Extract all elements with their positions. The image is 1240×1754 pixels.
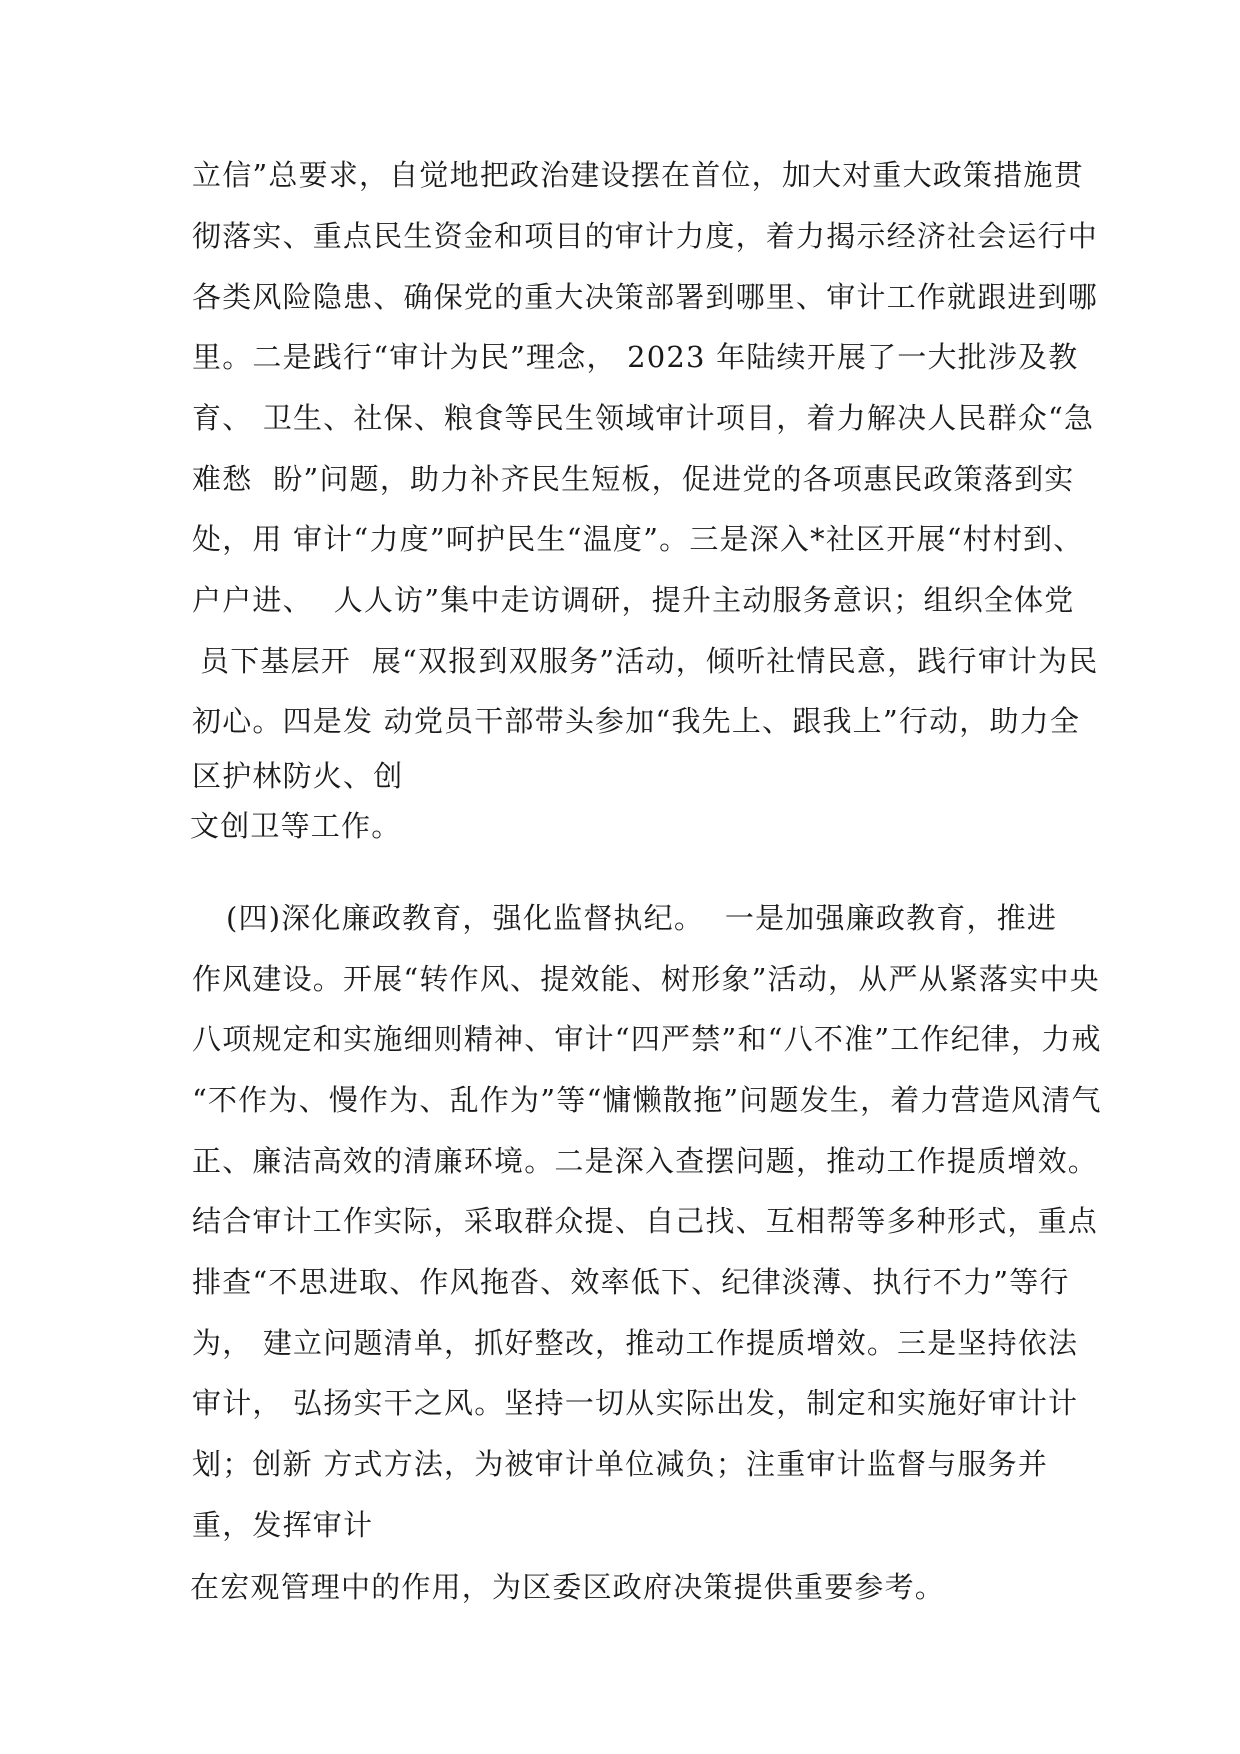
paragraph-line: 作风建设。开展“转作风、提效能、树形象”活动，从严从紧落实中央 — [192, 962, 1100, 996]
paragraph-line: 员下基层开 展“双报到双服务”活动，倾听社情民意，践行审计为民 — [200, 644, 1099, 678]
paragraph-line: 难愁 盼”问题，助力补齐民生短板，促进党的各项惠民政策落到实 — [192, 462, 1075, 496]
paragraph-line: 各类风险隐患、确保党的重大决策部署到哪里、审计工作就跟进到哪 — [192, 280, 1099, 314]
paragraph-line: 文创卫等工作。 — [190, 809, 402, 843]
paragraph-line: 结合审计工作实际，采取群众提、自己找、互相帮等多种形式，重点 — [192, 1204, 1099, 1238]
paragraph-line: 重，发挥审计 — [192, 1508, 374, 1542]
paragraph-line: 划；创新 方式方法，为被审计单位减负；注重审计监督与服务并 — [192, 1447, 1049, 1481]
paragraph-line: 初心。四是发 动党员干部带头参加“我先上、跟我上”行动，助力全 — [192, 704, 1081, 738]
paragraph-line: 八项规定和实施细则精神、审计“四严禁”和“八不准”工作纪律，力戒 — [192, 1022, 1102, 1056]
paragraph-line: 区护林防火、创 — [192, 759, 404, 793]
paragraph-line: 立信”总要求，自觉地把政治建设摆在首位，加大对重大政策措施贯 — [192, 158, 1084, 192]
paragraph-line: “不作为、慢作为、乱作为”等“慵懒散拖”问题发生，着力营造风清气 — [192, 1083, 1102, 1117]
paragraph-line: 彻落实、重点民生资金和项目的审计力度，着力揭示经济社会运行中 — [192, 219, 1099, 253]
paragraph-line: 育、 卫生、社保、粮食等民生领域审计项目，着力解决人民群众“急 — [192, 401, 1095, 435]
paragraph-line: 审计， 弘扬实干之风。坚持一切从实际出发，制定和实施好审计计 — [192, 1386, 1079, 1420]
paragraph-line: 正、廉洁高效的清廉环境。二是深入查摆问题，推动工作提质增效。 — [192, 1144, 1099, 1178]
paragraph-line: 处，用 审计“力度”呵护民生“温度”。三是深入*社区开展“村村到、 — [192, 522, 1084, 556]
paragraph-line: 里。二是践行“审计为民”理念， 2023 年陆续开展了一大批涉及教 — [192, 340, 1079, 374]
paragraph-line: 排查“不思进取、作风拖沓、效率低下、纪律淡薄、执行不力”等行 — [192, 1265, 1070, 1299]
paragraph-line: 为， 建立问题清单，抓好整改，推动工作提质增效。三是坚持依法 — [192, 1326, 1079, 1360]
section-heading-line: (四)深化廉政教育，强化监督执纪。 一是加强廉政教育，推进 — [226, 901, 1058, 935]
paragraph-line: 户户进、 人人访”集中走访调研，提升主动服务意识；组织全体党 — [192, 583, 1075, 617]
paragraph-line: 在宏观管理中的作用，为区委区政府决策提供重要参考。 — [190, 1570, 946, 1604]
